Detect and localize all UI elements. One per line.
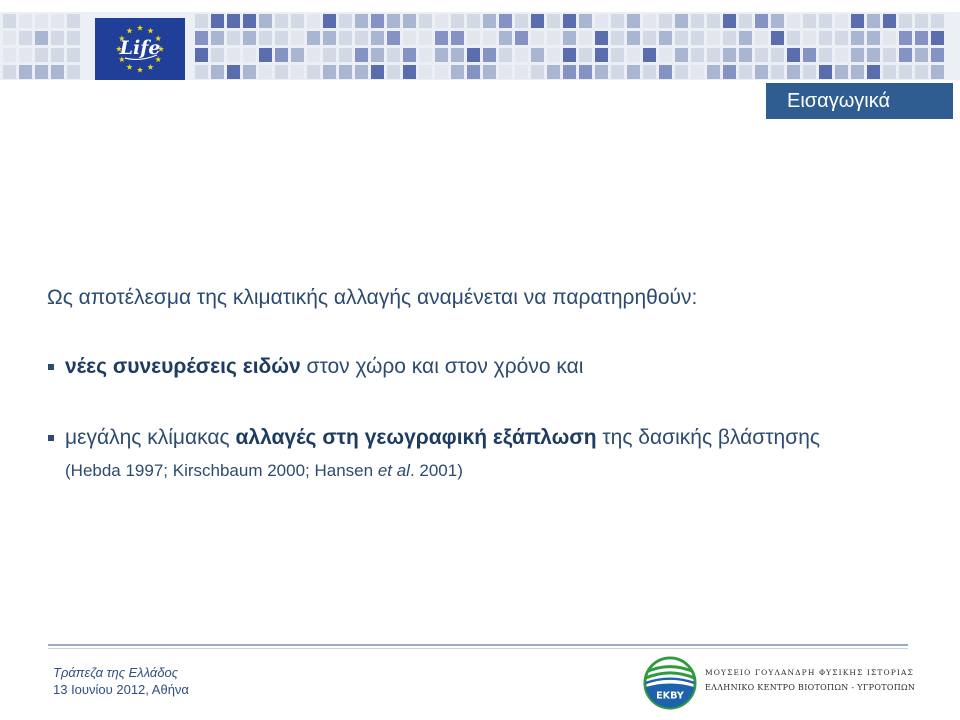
mosaic-tile xyxy=(35,48,48,62)
mosaic-tile xyxy=(211,31,224,45)
mosaic-tile xyxy=(435,65,448,79)
mosaic-tile xyxy=(915,65,928,79)
mosaic-tile xyxy=(451,14,464,28)
citation-italic-text: et al xyxy=(377,461,410,480)
bullet-bold-text: αλλαγές στη γεωγραφική εξάπλωση xyxy=(235,426,597,449)
intro-text: Ως αποτέλεσμα της κλιματικής αλλαγής αναμένεται να παρατηρηθούν: xyxy=(47,286,698,309)
mosaic-tile xyxy=(771,31,784,45)
mosaic-tile xyxy=(723,65,736,79)
mosaic-tile xyxy=(291,48,304,62)
mosaic-tile xyxy=(579,31,592,45)
mosaic-tile xyxy=(819,65,832,79)
mosaic-tile xyxy=(787,48,800,62)
mosaic-tile xyxy=(547,48,560,62)
mosaic-tile xyxy=(259,31,272,45)
mosaic-tile xyxy=(579,14,592,28)
mosaic-tile xyxy=(435,48,448,62)
mosaic-tile xyxy=(307,48,320,62)
mosaic-tile xyxy=(515,65,528,79)
mosaic-tile xyxy=(243,14,256,28)
mosaic-tile xyxy=(387,31,400,45)
mosaic-tile xyxy=(3,48,16,62)
mosaic-tile xyxy=(67,31,80,45)
mosaic-tile xyxy=(883,14,896,28)
mosaic-tile xyxy=(499,31,512,45)
mosaic-tile xyxy=(419,31,432,45)
mosaic-tile xyxy=(451,65,464,79)
mosaic-tile xyxy=(707,48,720,62)
mosaic-tile xyxy=(835,65,848,79)
mosaic-tile xyxy=(387,65,400,79)
mosaic-tile xyxy=(931,14,944,28)
mosaic-tile xyxy=(339,65,352,79)
mosaic-tile xyxy=(675,14,688,28)
org-name-centre: ΕΛΛΗΝΙΚΟ ΚΕΝΤΡΟ ΒΙΟΤΟΠΩΝ - ΥΓΡΟΤΟΠΩΝ xyxy=(705,683,916,692)
mosaic-tile xyxy=(659,48,672,62)
mosaic-tile xyxy=(563,14,576,28)
mosaic-tile xyxy=(467,14,480,28)
mosaic-tile xyxy=(339,14,352,28)
mosaic-tile xyxy=(403,48,416,62)
mosaic-tile xyxy=(227,48,240,62)
mosaic-tile xyxy=(371,14,384,28)
mosaic-tile xyxy=(611,14,624,28)
mosaic-tile xyxy=(915,31,928,45)
mosaic-tile xyxy=(867,14,880,28)
mosaic-tile xyxy=(275,48,288,62)
bullet-text xyxy=(65,355,927,379)
mosaic-tile xyxy=(515,14,528,28)
mosaic-tile xyxy=(643,14,656,28)
mosaic-tile xyxy=(355,31,368,45)
mosaic-tile xyxy=(803,31,816,45)
mosaic-tile xyxy=(195,48,208,62)
footer-date: 13 Ιουνίου 2012, Αθήνα xyxy=(53,682,189,697)
citation xyxy=(65,461,925,481)
mosaic-tile xyxy=(243,31,256,45)
mosaic-tile xyxy=(227,65,240,79)
eu-life-logo-text: Life xyxy=(119,37,161,59)
mosaic-tile xyxy=(867,65,880,79)
mosaic-tile xyxy=(659,65,672,79)
mosaic-tile xyxy=(899,48,912,62)
mosaic-tile xyxy=(355,14,368,28)
mosaic-tile xyxy=(3,14,16,28)
ekby-logo-icon xyxy=(643,656,697,710)
mosaic-tile xyxy=(563,65,576,79)
footer-event: Τράπεζα της Ελλάδος xyxy=(53,665,179,680)
mosaic-tile xyxy=(307,65,320,79)
mosaic-tile xyxy=(483,65,496,79)
mosaic-tile xyxy=(307,14,320,28)
mosaic-tile xyxy=(243,48,256,62)
square-bullet-icon xyxy=(48,364,54,370)
mosaic-tile xyxy=(915,14,928,28)
mosaic-tile xyxy=(211,14,224,28)
mosaic-tile xyxy=(899,14,912,28)
mosaic-tile xyxy=(899,65,912,79)
mosaic-tile xyxy=(467,31,480,45)
mosaic-tile xyxy=(803,48,816,62)
mosaic-tile xyxy=(211,65,224,79)
bullet-regular-text: μεγάλης κλίμακας xyxy=(65,426,236,449)
mosaic-tile xyxy=(259,65,272,79)
mosaic-tile xyxy=(691,48,704,62)
mosaic-tile xyxy=(51,65,64,79)
mosaic-tile xyxy=(659,31,672,45)
mosaic-tile xyxy=(739,48,752,62)
mosaic-tile xyxy=(403,31,416,45)
mosaic-tile xyxy=(739,65,752,79)
mosaic-tile xyxy=(387,48,400,62)
mosaic-tile xyxy=(51,31,64,45)
mosaic-tile xyxy=(51,48,64,62)
mosaic-tile xyxy=(19,31,32,45)
mosaic-tile xyxy=(355,48,368,62)
mosaic-tile xyxy=(67,65,80,79)
mosaic-tile xyxy=(515,48,528,62)
mosaic-tile xyxy=(931,31,944,45)
mosaic-tile xyxy=(563,48,576,62)
mosaic-tile xyxy=(691,31,704,45)
mosaic-tile xyxy=(483,31,496,45)
mosaic-tile xyxy=(451,48,464,62)
mosaic-tile xyxy=(675,65,688,79)
mosaic-tile xyxy=(35,65,48,79)
mosaic-tile xyxy=(595,31,608,45)
mosaic-tile xyxy=(19,48,32,62)
mosaic-tile xyxy=(67,48,80,62)
mosaic-tile xyxy=(627,65,640,79)
mosaic-tile xyxy=(643,65,656,79)
mosaic-tile xyxy=(659,14,672,28)
mosaic-tile xyxy=(771,14,784,28)
mosaic-tile xyxy=(307,31,320,45)
mosaic-tile xyxy=(643,48,656,62)
mosaic-tile xyxy=(35,14,48,28)
bullet-item xyxy=(47,426,927,450)
mosaic-tile xyxy=(499,48,512,62)
mosaic-tile xyxy=(723,31,736,45)
mosaic-tile xyxy=(723,48,736,62)
mosaic-tile xyxy=(691,14,704,28)
mosaic-tile xyxy=(899,31,912,45)
mosaic-tile xyxy=(403,14,416,28)
mosaic-tile xyxy=(467,48,480,62)
mosaic-tile xyxy=(915,48,928,62)
citation-text: . 2001) xyxy=(409,461,463,480)
mosaic-tile xyxy=(819,31,832,45)
mosaic-tile xyxy=(643,31,656,45)
mosaic-tile xyxy=(627,48,640,62)
mosaic-tile xyxy=(883,48,896,62)
mosaic-tile xyxy=(931,48,944,62)
mosaic-tile xyxy=(51,14,64,28)
mosaic-tile xyxy=(547,31,560,45)
mosaic-tile xyxy=(451,31,464,45)
mosaic-tile xyxy=(19,14,32,28)
org-name-museum: ΜΟΥΣΕΙΟ ΓΟΥΛΑΝΔΡΗ ΦΥΣΙΚΗΣ ΙΣΤΟΡΙΑΣ xyxy=(705,668,914,677)
mosaic-tile xyxy=(531,65,544,79)
mosaic-tile xyxy=(835,14,848,28)
mosaic-tile xyxy=(627,31,640,45)
mosaic-tile xyxy=(547,65,560,79)
mosaic-tile xyxy=(259,14,272,28)
mosaic-tile xyxy=(371,65,384,79)
mosaic-tile xyxy=(371,31,384,45)
mosaic-tile xyxy=(291,31,304,45)
footer-divider xyxy=(48,644,908,646)
mosaic-tile xyxy=(851,31,864,45)
mosaic-tile xyxy=(707,31,720,45)
mosaic-tile xyxy=(371,48,384,62)
mosaic-tile xyxy=(323,65,336,79)
mosaic-tile xyxy=(419,65,432,79)
mosaic-tile xyxy=(707,65,720,79)
mosaic-tile xyxy=(195,65,208,79)
footer-divider-thin xyxy=(48,648,908,649)
mosaic-tile xyxy=(851,14,864,28)
mosaic-tile xyxy=(531,14,544,28)
mosaic-tile xyxy=(611,65,624,79)
mosaic-tile xyxy=(499,65,512,79)
mosaic-tile xyxy=(851,65,864,79)
mosaic-tile xyxy=(195,31,208,45)
mosaic-tile xyxy=(787,31,800,45)
mosaic-tile xyxy=(787,14,800,28)
mosaic-tile xyxy=(723,14,736,28)
mosaic-tile xyxy=(515,31,528,45)
mosaic-tile xyxy=(835,31,848,45)
mosaic-tile xyxy=(483,14,496,28)
mosaic-tile xyxy=(339,31,352,45)
mosaic-tile xyxy=(483,48,496,62)
mosaic-tile xyxy=(435,31,448,45)
mosaic-tile xyxy=(547,14,560,28)
mosaic-tile xyxy=(339,48,352,62)
mosaic-tile xyxy=(3,65,16,79)
mosaic-tile xyxy=(563,31,576,45)
mosaic-tile xyxy=(867,31,880,45)
mosaic-tile xyxy=(67,14,80,28)
bullet-item xyxy=(47,355,927,379)
ekby-logo-text: EKBY xyxy=(656,690,684,702)
eu-life-logo-icon xyxy=(95,18,185,80)
mosaic-tile xyxy=(755,48,768,62)
mosaic-tile xyxy=(595,14,608,28)
mosaic-tile xyxy=(755,14,768,28)
bullet-regular-text: στον χώρο και στον χρόνο και xyxy=(300,355,584,378)
mosaic-tile xyxy=(499,14,512,28)
mosaic-tile xyxy=(35,31,48,45)
mosaic-tile xyxy=(323,31,336,45)
mosaic-tile xyxy=(195,14,208,28)
mosaic-tile xyxy=(227,14,240,28)
square-bullet-icon xyxy=(48,435,54,441)
mosaic-tile xyxy=(867,48,880,62)
mosaic-tile xyxy=(227,31,240,45)
mosaic-tile xyxy=(819,14,832,28)
mosaic-tile xyxy=(531,31,544,45)
mosaic-tile xyxy=(579,65,592,79)
mosaic-tile xyxy=(771,65,784,79)
mosaic-tile xyxy=(931,65,944,79)
mosaic-tile xyxy=(803,65,816,79)
mosaic-tile xyxy=(851,48,864,62)
bullet-regular-text: της δασικής βλάστησης xyxy=(596,426,820,449)
mosaic-tile xyxy=(803,14,816,28)
mosaic-tile xyxy=(883,31,896,45)
mosaic-tile xyxy=(211,48,224,62)
mosaic-tile xyxy=(419,48,432,62)
mosaic-tile xyxy=(387,14,400,28)
mosaic-tile xyxy=(611,48,624,62)
mosaic-tile xyxy=(787,65,800,79)
mosaic-tile xyxy=(819,48,832,62)
mosaic-tile xyxy=(419,14,432,28)
mosaic-tile xyxy=(755,31,768,45)
mosaic-tile xyxy=(323,14,336,28)
mosaic-tile xyxy=(771,48,784,62)
mosaic-tile xyxy=(883,65,896,79)
mosaic-tile xyxy=(627,14,640,28)
mosaic-tile xyxy=(275,14,288,28)
mosaic-tile xyxy=(275,65,288,79)
mosaic-tile xyxy=(755,65,768,79)
mosaic-tile xyxy=(275,31,288,45)
bullet-text xyxy=(65,426,927,450)
mosaic-tile xyxy=(691,65,704,79)
mosaic-tile xyxy=(739,31,752,45)
mosaic-tile xyxy=(259,48,272,62)
mosaic-tile xyxy=(595,65,608,79)
mosaic-tile xyxy=(3,31,16,45)
mosaic-tile xyxy=(835,48,848,62)
mosaic-tile xyxy=(675,48,688,62)
bullet-bold-text: νέες συνευρέσεις ειδών xyxy=(65,355,301,378)
mosaic-tile xyxy=(467,65,480,79)
mosaic-tile xyxy=(291,65,304,79)
mosaic-tile xyxy=(435,14,448,28)
citation-text: (Hebda 1997; Kirschbaum 2000; Hansen xyxy=(65,461,378,480)
mosaic-tile xyxy=(739,14,752,28)
mosaic-tile xyxy=(579,48,592,62)
mosaic-tile xyxy=(323,48,336,62)
mosaic-tile xyxy=(595,48,608,62)
mosaic-tile xyxy=(707,14,720,28)
mosaic-tile xyxy=(403,65,416,79)
mosaic-tile xyxy=(675,31,688,45)
mosaic-tile xyxy=(291,14,304,28)
mosaic-tile xyxy=(243,65,256,79)
mosaic-tile xyxy=(611,31,624,45)
section-tab: Εισαγωγικά xyxy=(766,83,953,119)
mosaic-tile xyxy=(355,65,368,79)
mosaic-tile xyxy=(531,48,544,62)
mosaic-tile xyxy=(19,65,32,79)
